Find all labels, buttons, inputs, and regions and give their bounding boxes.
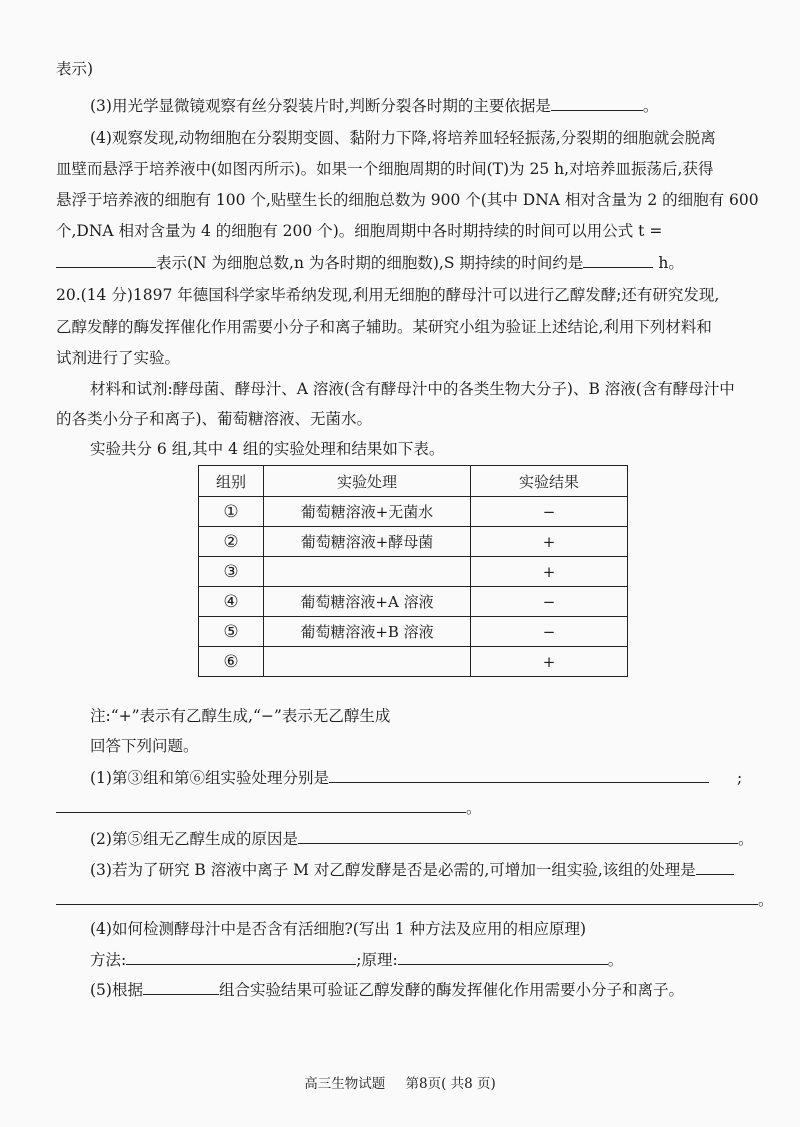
table-row bbox=[199, 557, 628, 587]
answer-blank[interactable] bbox=[551, 94, 643, 111]
footer-page-number: 第8页( 共8 页) bbox=[405, 1076, 496, 1092]
treatment-cell: 葡萄糖溶液+酵母菌 bbox=[264, 527, 471, 557]
group-cell: ③ bbox=[199, 557, 264, 587]
header-treatment: 实验处理 bbox=[264, 466, 471, 497]
sub-question-1-end: 。 bbox=[466, 799, 482, 817]
group-cell: ⑥ bbox=[199, 647, 264, 677]
sub-question-3-end: 。 bbox=[758, 891, 774, 909]
answer-blank[interactable] bbox=[329, 766, 709, 783]
result-cell: − bbox=[471, 587, 628, 617]
result-cell: + bbox=[471, 557, 628, 587]
sub-question-4-end: 。 bbox=[607, 951, 624, 969]
formula-blank[interactable] bbox=[56, 251, 156, 268]
sub-question-4: (4)如何检测酵母汁中是否含有活细胞?(写出 1 种方法及应用的相应原理) bbox=[90, 920, 587, 938]
treatment-cell-empty[interactable] bbox=[264, 647, 471, 677]
group-cell: ④ bbox=[199, 587, 264, 617]
group-cell: ⑤ bbox=[199, 617, 264, 647]
treatment-cell: 葡萄糖溶液+A 溶液 bbox=[264, 587, 471, 617]
sub-question-4-answers bbox=[90, 948, 623, 971]
question-20-line-1: 20.(14 分)1897 年德国科学家毕希纳发现,利用无细胞的酵母汁可以进行乙醇发酵;还有研究发现, bbox=[56, 286, 720, 304]
sub-question-2-text: (2)第⑤组无乙醇生成的原因是 bbox=[90, 830, 298, 848]
method-label: 方法: bbox=[90, 951, 127, 969]
materials-line-1: 材料和试剂:酵母菌、酵母汁、A 溶液(含有酵母汁中的各类生物大分子)、B 溶液(含有酵母汁中 bbox=[90, 380, 735, 398]
sub-question-5-prefix: (5)根据 bbox=[90, 981, 143, 999]
treatment-cell-empty[interactable] bbox=[264, 557, 471, 587]
principle-label: ;原理: bbox=[356, 951, 398, 969]
result-cell: − bbox=[471, 497, 628, 527]
result-cell: − bbox=[471, 617, 628, 647]
method-blank[interactable] bbox=[126, 948, 356, 965]
question-20-line-3: 试剂进行了实验。 bbox=[56, 349, 181, 367]
table-intro: 实验共分 6 组,其中 4 组的实验处理和结果如下表。 bbox=[90, 440, 445, 458]
sub-question-3 bbox=[90, 858, 734, 881]
sub-question-2 bbox=[90, 827, 753, 850]
question-4-line-4: 个,DNA 相对含量为 4 的细胞有 200 个)。细胞周期中各时期持续的时间可以用公式 t = bbox=[56, 222, 663, 240]
experiment-table bbox=[198, 465, 628, 677]
table-note: 注:“+”表示有乙醇生成,“−”表示无乙醇生成 bbox=[90, 707, 391, 725]
result-cell: + bbox=[471, 647, 628, 677]
sub-question-3-line-2 bbox=[56, 888, 774, 911]
question-4-line-5-text: 表示(N 为细胞总数,n 为各时期的细胞数),S 期持续的时间约是 bbox=[156, 254, 584, 272]
answer-blank[interactable] bbox=[143, 978, 219, 995]
group-cell: ② bbox=[199, 527, 264, 557]
principle-blank[interactable] bbox=[398, 948, 608, 965]
answer-blank[interactable] bbox=[56, 796, 466, 813]
sub-question-1-sep: ; bbox=[736, 769, 743, 787]
sub-question-5-text: 组合实验结果可验证乙醇发酵的酶发挥催化作用需要小分子和离子。 bbox=[218, 981, 684, 999]
sub-question-1-line-2 bbox=[56, 796, 482, 819]
question-4-line-2: 皿壁而悬浮于培养液中(如图丙所示)。如果一个细胞周期的时间(T)为 25 h,对培养皿振荡后,获得 bbox=[56, 160, 714, 178]
table-row bbox=[199, 527, 628, 557]
table-row bbox=[199, 647, 628, 677]
table-row bbox=[199, 587, 628, 617]
question-3 bbox=[90, 94, 658, 117]
question-3-text: (3)用光学显微镜观察有丝分裂装片时,判断分裂各时期的主要依据是 bbox=[90, 97, 551, 115]
question-4-line-3: 悬浮于培养液的细胞有 100 个,贴壁生长的细胞总数为 900 个(其中 DNA 相对含量为 2 的细胞有 600 bbox=[56, 191, 759, 209]
sub-question-1 bbox=[90, 766, 742, 789]
header-result: 实验结果 bbox=[471, 466, 628, 497]
table-row bbox=[199, 497, 628, 527]
header-group: 组别 bbox=[199, 466, 264, 497]
treatment-cell: 葡萄糖溶液+无菌水 bbox=[264, 497, 471, 527]
question-20-line-2: 乙醇发酵的酶发挥催化作用需要小分子和离子辅助。某研究小组为验证上述结论,利用下列材料和 bbox=[56, 318, 712, 336]
table-header-row bbox=[199, 466, 628, 497]
group-cell: ① bbox=[199, 497, 264, 527]
answer-blank[interactable] bbox=[56, 888, 758, 905]
materials-line-2: 的各类小分子和离子)、葡萄糖溶液、无菌水。 bbox=[56, 410, 373, 428]
question-4-line-1: (4)观察发现,动物细胞在分裂期变圆、黏附力下降,将培养皿轻轻振荡,分裂期的细胞就会脱离 bbox=[90, 129, 716, 147]
result-cell: + bbox=[471, 527, 628, 557]
treatment-cell: 葡萄糖溶液+B 溶液 bbox=[264, 617, 471, 647]
footer-subject: 高三生物试题 bbox=[304, 1076, 386, 1092]
answer-blank[interactable] bbox=[298, 827, 738, 844]
question-4-unit: h。 bbox=[658, 254, 684, 272]
s-phase-blank[interactable] bbox=[583, 251, 653, 268]
answer-blank[interactable] bbox=[696, 858, 734, 875]
sub-question-1-text: (1)第③组和第⑥组实验处理分别是 bbox=[90, 769, 329, 787]
sub-question-2-end: 。 bbox=[737, 830, 754, 848]
page-footer bbox=[0, 1072, 800, 1092]
table-row bbox=[199, 617, 628, 647]
question-4-line-5 bbox=[56, 251, 684, 274]
sub-question-3-text: (3)若为了研究 B 溶液中离子 M 对乙醇发酵是否是必需的,可增加一组实验,该组的处理是 bbox=[90, 861, 696, 879]
sub-question-5 bbox=[90, 978, 684, 1001]
question-3-end: 。 bbox=[642, 97, 659, 115]
answer-prompt: 回答下列问题。 bbox=[90, 737, 199, 755]
text-continuation: 表示) bbox=[56, 60, 94, 78]
